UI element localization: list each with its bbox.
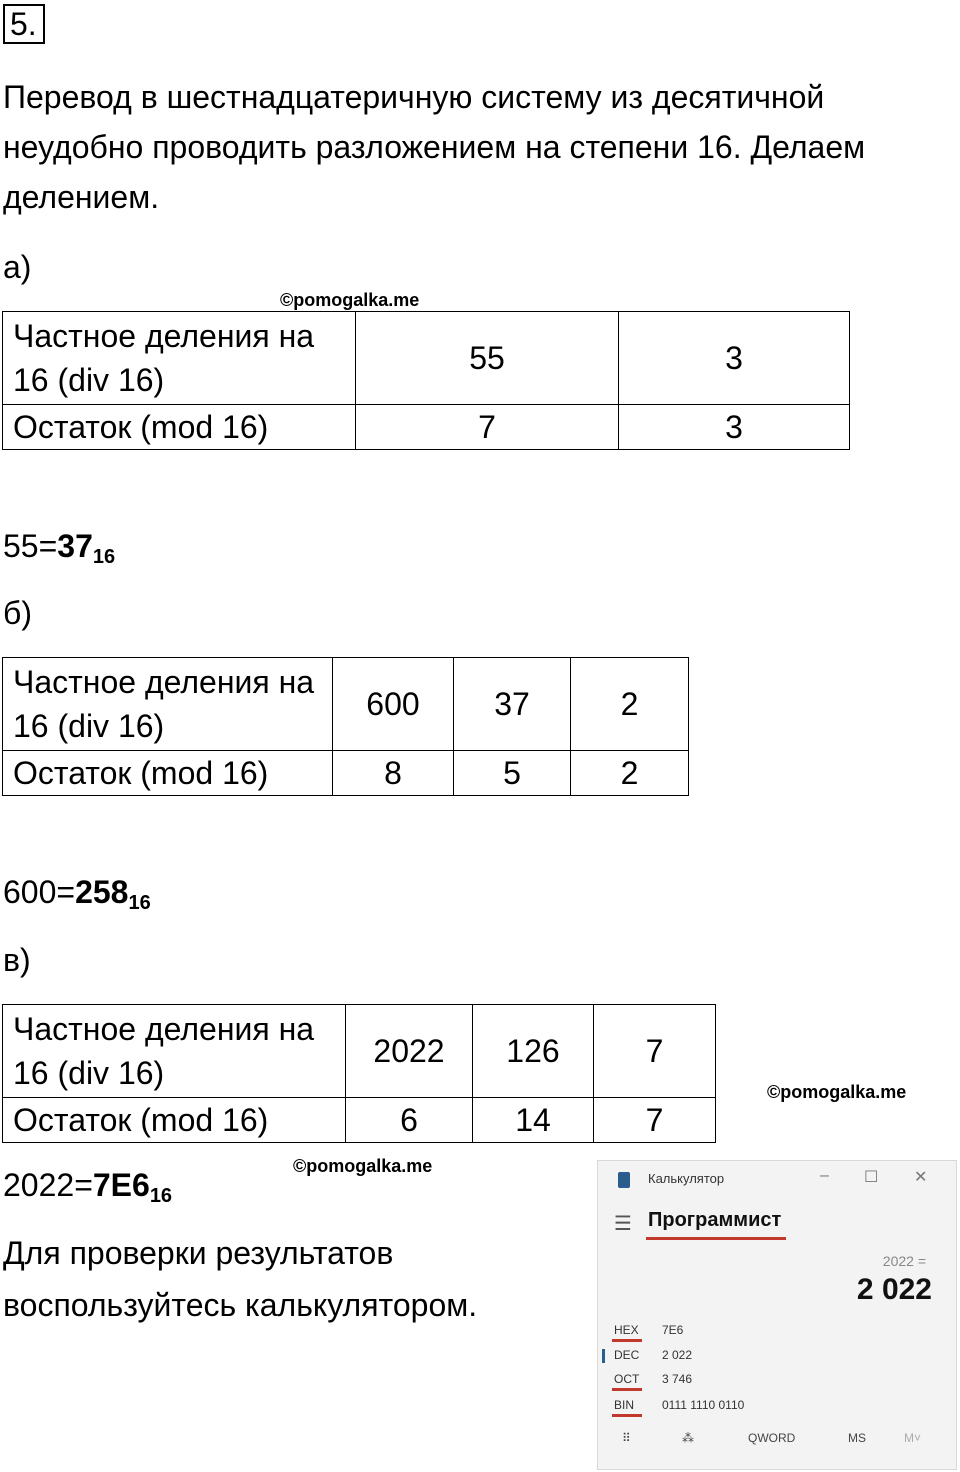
mod-cell: 3 [619,405,850,450]
radix-label: DEC [614,1348,640,1362]
row-head-div: Частное деления на 16 (div 16) [3,312,356,405]
hamburger-menu-icon[interactable]: ☰ [614,1213,632,1235]
memory-store-button[interactable]: MS [848,1431,866,1445]
div-cell: 126 [473,1005,594,1098]
mod-cell: 5 [454,751,571,796]
mod-cell: 14 [473,1098,594,1143]
maximize-icon[interactable]: ☐ [864,1169,879,1186]
div-cell: 600 [333,658,454,751]
memory-dropdown-button[interactable]: M˅ [904,1431,922,1445]
calculator-titlebar [598,1161,956,1197]
mod-cell: 2 [571,751,689,796]
calculator-expression: 2022 = [882,1253,926,1269]
radix-underline [612,1388,642,1391]
intro-line-2: неудобно проводить разложением на степени 16. Делаем [3,129,866,165]
radix-value: 3 746 [662,1372,693,1386]
row-head-mod: Остаток (mod 16) [3,1098,346,1143]
intro-line-1: Перевод в шестнадцатеричную систему из десятичной [3,79,825,115]
row-head-div: Частное деления на 16 (div 16) [3,658,333,751]
mode-underline [646,1237,786,1240]
row-head-div: Частное деления на 16 (div 16) [3,1005,346,1098]
radix-underline [612,1414,642,1417]
div-cell: 3 [619,312,850,405]
radix-value: 2 022 [662,1348,693,1362]
watermark: ©pomogalka.me [767,1082,907,1102]
calculator-mode: Программист [648,1209,782,1231]
radix-label: HEX [614,1323,639,1337]
close-icon[interactable]: ✕ [914,1169,928,1186]
result-b: $600=258_{16}$ [3,874,151,914]
div-cell: 37 [454,658,571,751]
div-cell: 2 [571,658,689,751]
mod-cell: 8 [333,751,454,796]
keypad-icon[interactable]: ⠿ [622,1431,631,1445]
div-cell: 55 [356,312,619,405]
calculator-icon [618,1172,630,1188]
outro-line-2: воспользуйтесь калькулятором. [3,1287,478,1323]
radix-value: 7E6 [662,1323,684,1337]
result-a: $55=37_{16}$ [3,528,116,568]
part-b-label: б) [3,595,32,631]
mod-cell: 7 [594,1098,716,1143]
radix-label: BIN [614,1398,635,1412]
watermark: ©pomogalka.me [293,1156,433,1176]
minimize-icon[interactable]: – [820,1167,829,1184]
result-c: $2022=7E6_{16}$ [3,1167,173,1207]
part-c-label: в) [3,942,31,978]
word-size-button[interactable]: QWORD [748,1431,796,1445]
watermark: ©pomogalka.me [280,290,420,310]
division-table-c [2,1004,716,1143]
row-head-mod: Остаток (mod 16) [3,405,356,450]
part-a-label: а) [3,249,32,285]
row-head-mod: Остаток (mod 16) [3,751,333,796]
calculator-window [597,1160,957,1470]
mod-cell: 7 [356,405,619,450]
selected-radix-marker [602,1349,605,1363]
bit-toggle-icon[interactable]: ⁂ [682,1431,694,1445]
calculator-display: 2 022 [856,1273,932,1306]
division-table-a [2,311,850,450]
calculator-title: Калькулятор [648,1171,725,1186]
task-number: 5. [3,4,45,44]
radix-underline [612,1339,642,1342]
outro-line-1: Для проверки результатов [3,1235,394,1271]
division-table-b [2,657,689,796]
radix-label: OCT [614,1372,640,1386]
div-cell: 7 [594,1005,716,1098]
div-cell: 2022 [346,1005,473,1098]
intro-line-3: делением. [3,179,160,215]
mod-cell: 6 [346,1098,473,1143]
radix-value: 0111 1110 0110 [662,1398,745,1412]
